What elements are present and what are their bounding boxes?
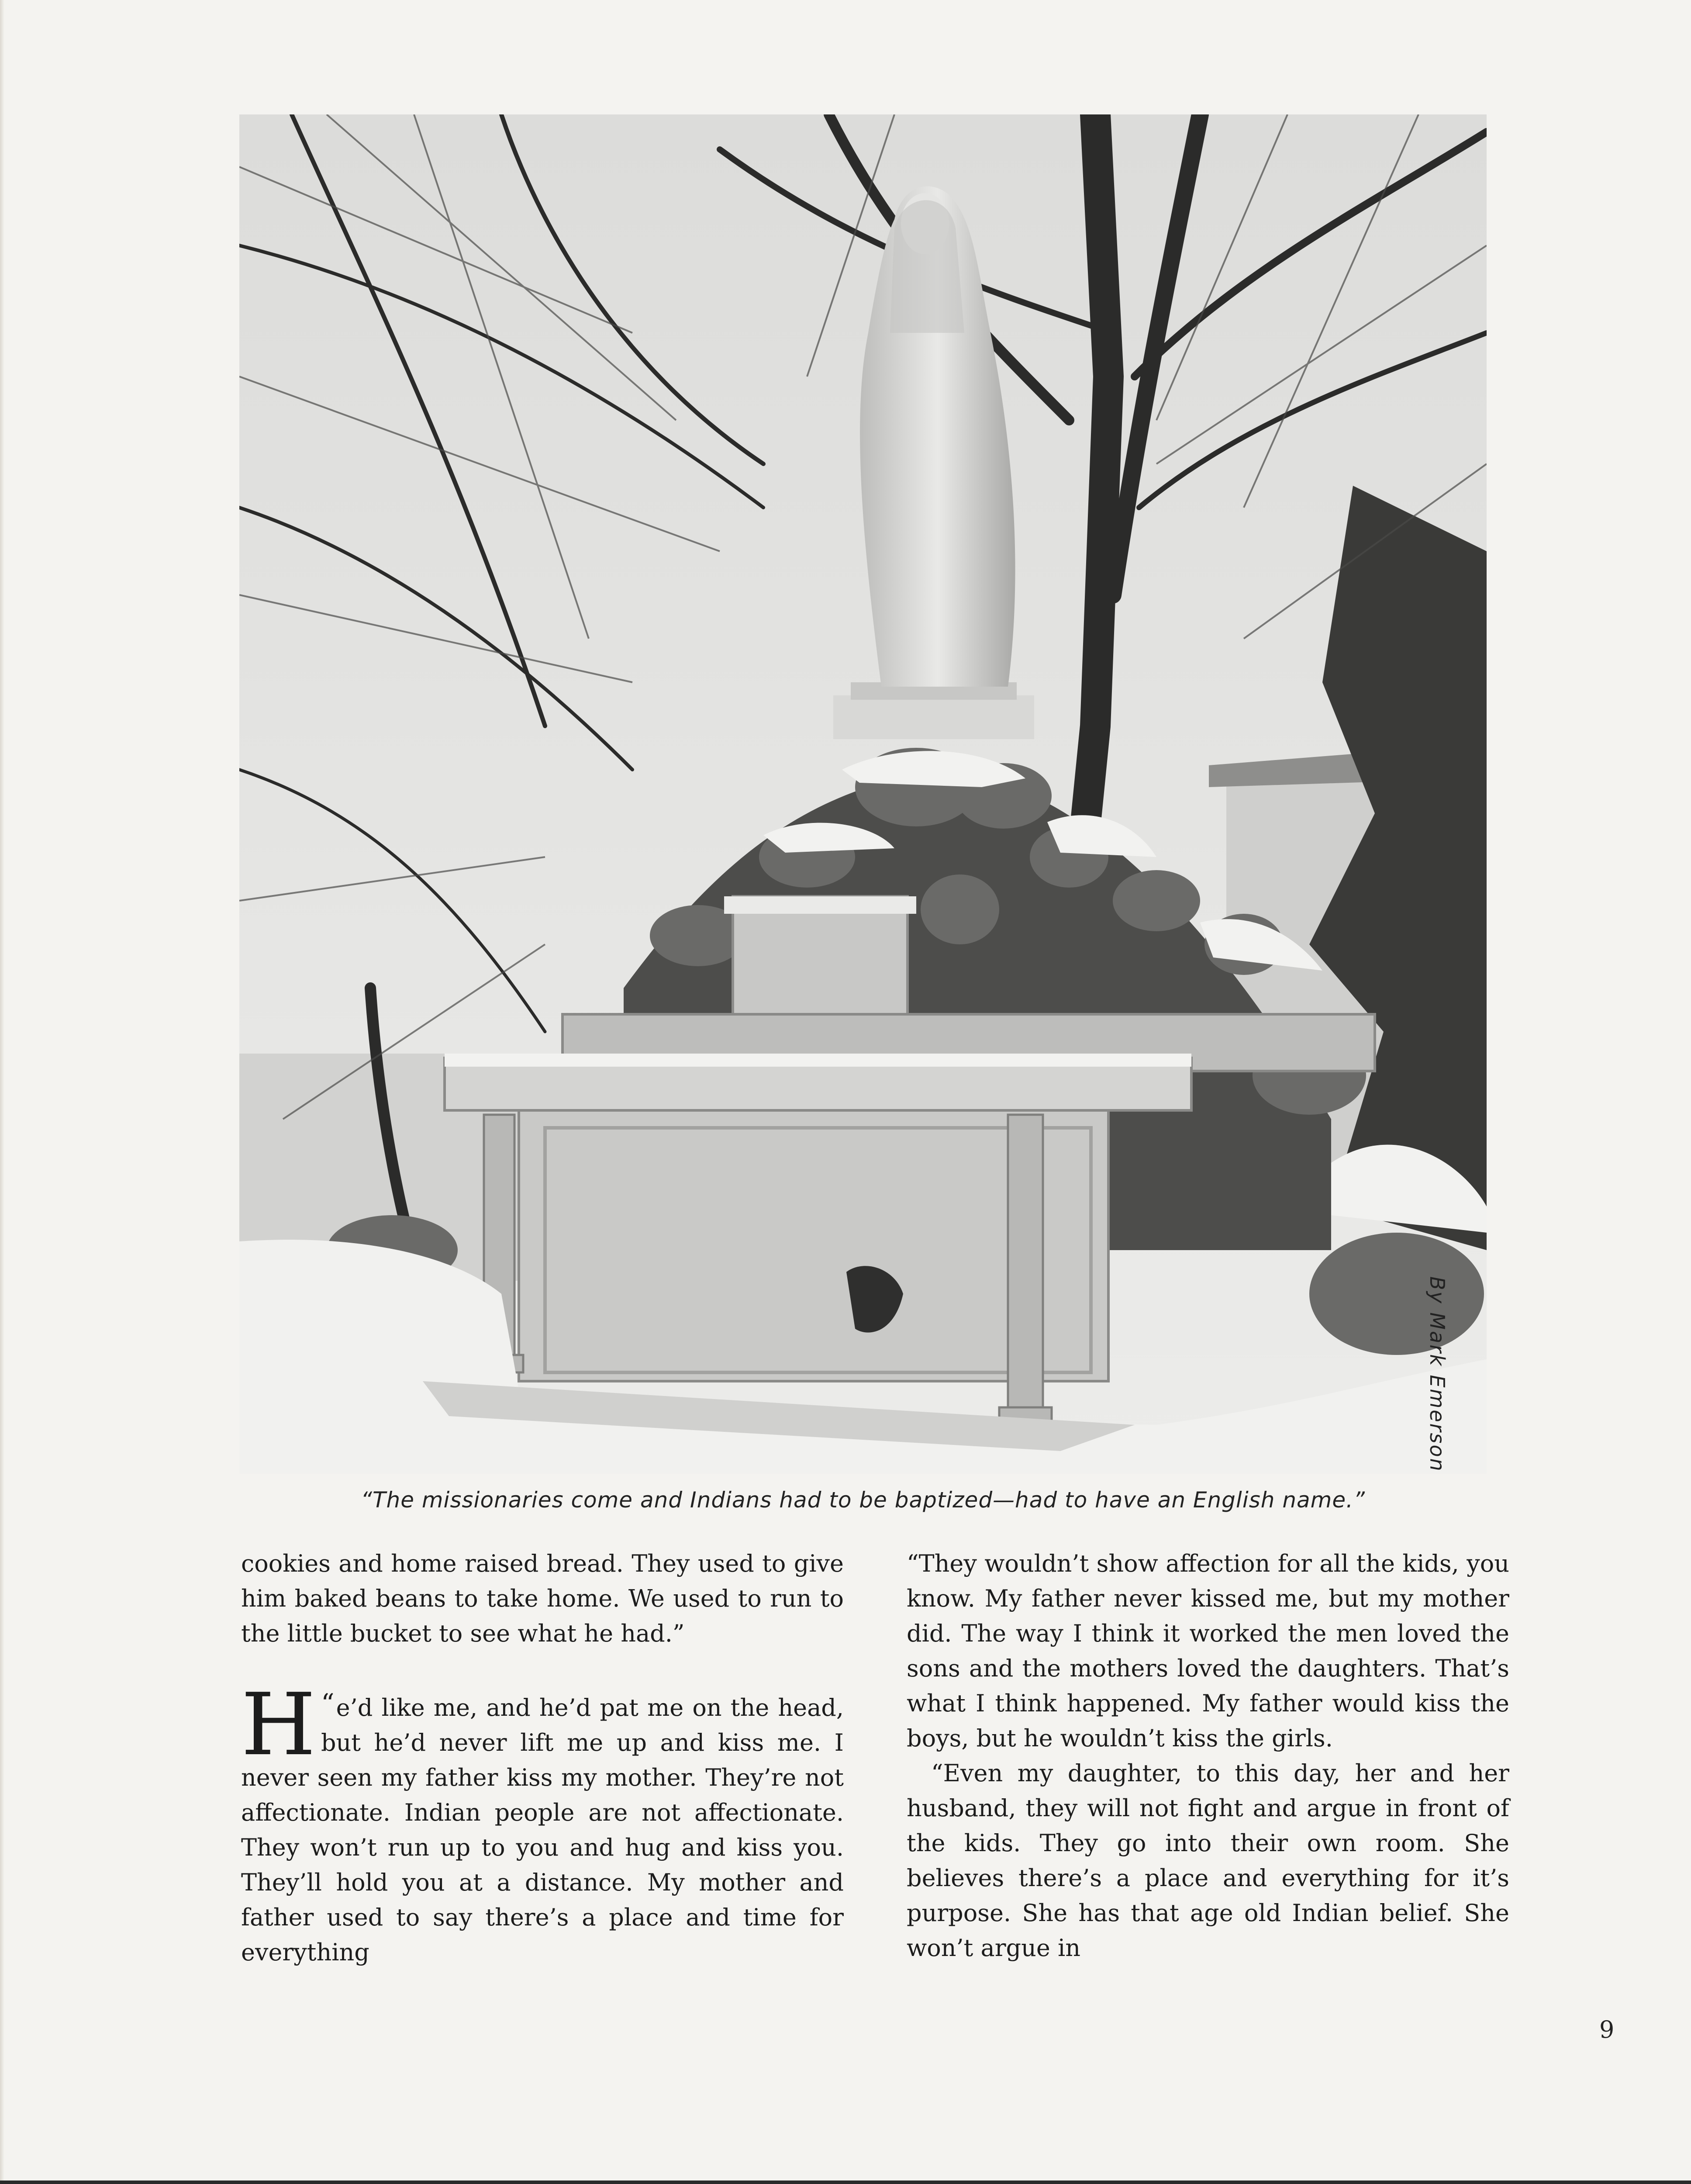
left-paragraph-2-text: e’d like me, and he’d pat me on the head, but he’d never lift me up and kiss me. I never seen my father kiss my mother. They’re not affectionate. Indian people are not affectionate. They won’t run up to you and hug and kiss you. They’ll hold you at a distance. My mother and father used to say there’s a place and time for everything <box>241 1694 844 1966</box>
right-paragraph-1: “They wouldn’t show affection for all the kids, you know. My father never kissed me, but my mother did. The way I think it worked the men loved the sons and the mothers loved the daughters. That’s what I think happened. My father would kiss the boys, but he wouldn’t kiss the girls. <box>907 1550 1509 1752</box>
open-quote: “ <box>321 1688 335 1719</box>
page-edge <box>0 0 4 2184</box>
page-number: 9 <box>1599 2016 1615 2043</box>
photo-credit: By Mark Emerson <box>1425 1276 1449 1472</box>
photo-caption: “The missionaries come and Indians had to be baptized—had to have an English name.” <box>361 1487 1365 1513</box>
statue-photo-illustration <box>239 114 1487 1474</box>
left-paragraph-2 <box>241 1675 844 1970</box>
right-paragraph-2: “Even my daughter, to this day, her and her husband, they will not fight and argue in front of the kids. They go into their own room. She believes there’s a place and everything for it’s purpose. She has that age old Indian belief. She won’t argue in <box>907 1759 1509 1962</box>
article-left-column <box>241 1546 844 1970</box>
statue-photograph <box>239 114 1487 1474</box>
article-right-column <box>907 1546 1509 1966</box>
drop-cap: H <box>241 1675 316 1775</box>
page-bottom-edge <box>0 2181 1691 2184</box>
left-paragraph-1: cookies and home raised bread. They used to give him baked beans to take home. We used to run to the little bucket to see what he had.” <box>241 1550 844 1647</box>
